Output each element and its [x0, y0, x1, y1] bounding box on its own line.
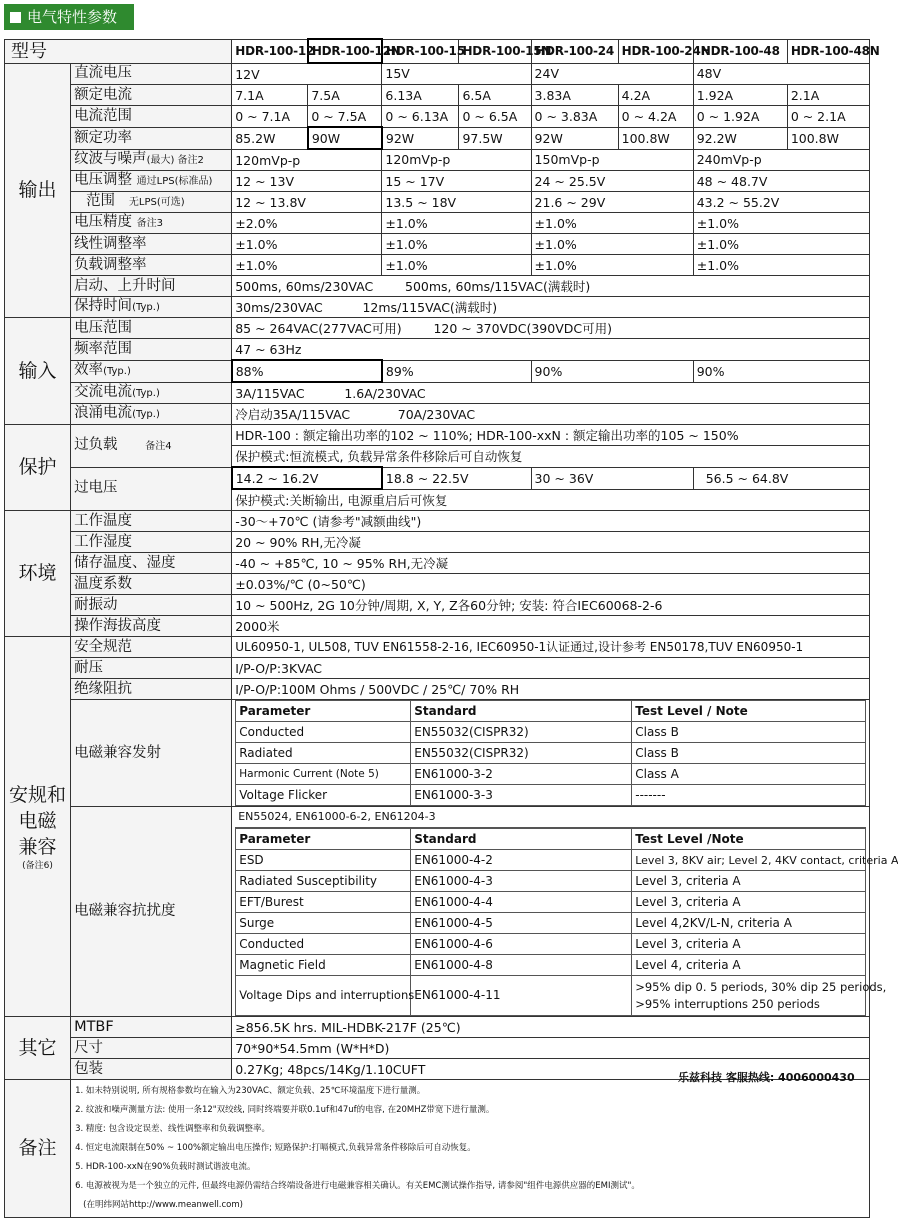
value-cell: -40 ~ +85℃, 10 ~ 95% RH,无冷凝 [232, 553, 870, 574]
row-label: MTBF [71, 1017, 232, 1038]
value-cell: 0 ~ 3.83A [531, 106, 618, 128]
value-cell: I/P-O/P:3KVAC [232, 658, 870, 679]
value-cell: 冷启动35A/115VAC 70A/230VAC [232, 404, 870, 425]
row-label: 负载调整率 [71, 255, 232, 276]
ems-note: EN55024, EN61000-6-2, EN61204-3 [235, 807, 866, 828]
emi-cell: Class A [632, 764, 866, 785]
model-cell: HDR-100-15 [382, 39, 459, 63]
group-protection: 保护 [5, 425, 71, 511]
note-line: 6. 电源被视为是一个独立的元件, 但最终电源仍需结合终端设备进行电磁兼容相关确认。有关EMC测试操作指导, 请参阅"组件电源供应器的EMI测试"。 [75, 1181, 640, 1191]
value-cell: 18.8 ~ 22.5V [382, 467, 531, 489]
hotline-text: 乐兹科技 客服热线: 4006000430 [678, 1071, 855, 1084]
value-cell: 97.5W [459, 127, 531, 149]
value-cell: I/P-O/P:100M Ohms / 500VDC / 25℃/ 70% RH [232, 679, 870, 700]
value-cell: 24 ~ 25.5V [531, 171, 693, 192]
ems-cell: Voltage Dips and interruptions [236, 976, 411, 1016]
square-icon [10, 12, 21, 23]
row-label: 安全规范 [71, 637, 232, 658]
ems-cell: EN61000-4-6 [411, 934, 632, 955]
row-label: 电压调整 通过LPS(标准品) [71, 171, 232, 192]
emi-cell: Voltage Flicker [236, 785, 411, 806]
ems-cell: Radiated Susceptibility [236, 871, 411, 892]
value-cell: 1.92A [693, 85, 787, 106]
row-label: 电压精度 备注3 [71, 213, 232, 234]
value-cell: 4.2A [618, 85, 693, 106]
value-cell: 15V [382, 63, 531, 85]
value-cell: 保护模式:恒流模式, 负载异常条件移除后可自动恢复 [232, 446, 870, 468]
emi-header: Parameter [236, 701, 411, 722]
value-cell: 92W [531, 127, 618, 149]
spec-table [4, 38, 898, 1218]
value-cell: 0 ~ 7.1A [232, 106, 308, 128]
emi-cell: Radiated [236, 743, 411, 764]
row-label: 耐振动 [71, 595, 232, 616]
row-label: 启动、上升时间 [71, 276, 232, 297]
row-label: 过负载 备注4 [71, 425, 232, 468]
row-label: 工作湿度 [71, 532, 232, 553]
value-cell: HDR-100 : 额定输出功率的102 ~ 110%; HDR-100-xxN : 额定输出功率的105 ~ 150% [232, 425, 870, 446]
row-label: 操作海拔高度 [71, 616, 232, 637]
ems-header: Standard [411, 829, 632, 850]
value-cell: 89% [382, 360, 531, 382]
value-cell: ≥856.5K hrs. MIL-HDBK-217F (25℃) [232, 1017, 870, 1038]
ems-cell: EN61000-4-5 [411, 913, 632, 934]
row-label: 包装 [71, 1059, 232, 1080]
row-label: 效率(Typ.) [71, 360, 232, 382]
row-label: 尺寸 [71, 1038, 232, 1059]
section-header [4, 4, 134, 30]
value-cell: 48V [693, 63, 869, 85]
group-others: 其它 [5, 1017, 71, 1080]
note-line: 1. 如未特别说明, 所有规格参数均在输入为230VAC、额定负载、25℃环境温度下进行量测。 [75, 1086, 426, 1096]
value-cell: 56.5 ~ 64.8V [693, 467, 869, 489]
row-label: 额定电流 [71, 85, 232, 106]
value-cell: 3A/115VAC 1.6A/230VAC [232, 382, 870, 404]
row-label: 温度系数 [71, 574, 232, 595]
value-cell: 100.8W [618, 127, 693, 149]
value-cell: 500ms, 60ms/230VAC 500ms, 60ms/115VAC(满载时) [232, 276, 870, 297]
value-cell: ±2.0% [232, 213, 382, 234]
value-cell: 70*90*54.5mm (W*H*D) [232, 1038, 870, 1059]
model-cell: HDR-100-48N [787, 39, 869, 63]
row-label: 电流范围 [71, 106, 232, 128]
value-cell: 保护模式:关断输出, 电源重启后可恢复 [232, 489, 870, 511]
value-cell: 30ms/230VAC 12ms/115VAC(满载时) [232, 297, 870, 318]
value-cell: 10 ~ 500Hz, 2G 10分钟/周期, X, Y, Z各60分钟; 安装: 符合IEC60068-2-6 [232, 595, 870, 616]
emi-cell: EN61000-3-3 [411, 785, 632, 806]
note-line: 2. 纹波和噪声测量方法: 使用一条12"双绞线, 同时终端要并联0.1uf和47uf的电容, 在20MHZ带宽下进行量测。 [75, 1105, 495, 1115]
row-label: 过电压 [71, 467, 232, 511]
value-cell: 12 ~ 13V [232, 171, 382, 192]
value-cell: 12V [232, 63, 382, 85]
emi-cell: EN55032(CISPR32) [411, 722, 632, 743]
value-cell: 2000米 [232, 616, 870, 637]
value-cell: 3.83A [531, 85, 618, 106]
ems-cell: >95% dip 0. 5 periods, 30% dip 25 periods, >95% interruptions 250 periods [632, 976, 866, 1016]
row-label: 交流电流(Typ.) [71, 382, 232, 404]
ems-cell: EN61000-4-4 [411, 892, 632, 913]
value-cell: 48 ~ 48.7V [693, 171, 869, 192]
value-cell: ±1.0% [531, 234, 693, 255]
value-cell: ±1.0% [232, 234, 382, 255]
emi-cell: Class B [632, 722, 866, 743]
model-cell: HDR-100-24N [618, 39, 693, 63]
value-cell: 100.8W [787, 127, 869, 149]
value-cell: ±1.0% [693, 213, 869, 234]
value-cell: 7.5A [308, 85, 382, 106]
model-cell: HDR-100-12N [308, 39, 382, 63]
ems-cell: EFT/Burest [236, 892, 411, 913]
value-cell: 0 ~ 7.5A [308, 106, 382, 128]
value-cell: ±1.0% [232, 255, 382, 276]
model-cell: HDR-100-12 [232, 39, 308, 63]
row-label: 频率范围 [71, 339, 232, 361]
value-cell: 47 ~ 63Hz [232, 339, 870, 361]
emi-cell: Conducted [236, 722, 411, 743]
note-line: 5. HDR-100-xxN在90%负载时测试谐波电流。 [75, 1162, 256, 1172]
group-environment: 环境 [5, 511, 71, 637]
notes-cell [71, 1080, 870, 1218]
note-line: 4. 恒定电流限制在50% ~ 100%额定输出电压操作; 短路保护:打嗝模式,负载异常条件移除后可自动恢复。 [75, 1143, 476, 1153]
model-cell: HDR-100-24 [531, 39, 618, 63]
ems-cell: Level 3, 8KV air; Level 2, 4KV contact, criteria A [632, 850, 866, 871]
value-cell: 92.2W [693, 127, 787, 149]
ems-header: Test Level /Note [632, 829, 866, 850]
emi-cell: ------- [632, 785, 866, 806]
value-cell: ±1.0% [382, 255, 531, 276]
emi-header: Standard [411, 701, 632, 722]
ems-cell: Level 4,2KV/L-N, criteria A [632, 913, 866, 934]
emi-table-cell [232, 700, 870, 807]
value-cell: 0 ~ 2.1A [787, 106, 869, 128]
group-input: 输入 [5, 318, 71, 425]
row-label: 绝缘阻抗 [71, 679, 232, 700]
ems-cell: Level 3, criteria A [632, 934, 866, 955]
ems-table-cell [232, 807, 898, 1017]
row-label: 电磁兼容抗扰度 [71, 807, 232, 1017]
value-cell: ±1.0% [382, 234, 531, 255]
note-line: (在明纬网站http://www.meanwell.com) [75, 1200, 243, 1210]
value-cell: 90% [531, 360, 693, 382]
value-cell: 120mVp-p [382, 149, 531, 171]
row-label: 电磁兼容发射 [71, 700, 232, 807]
row-label: 额定功率 [71, 127, 232, 149]
emi-cell: EN55032(CISPR32) [411, 743, 632, 764]
row-label: 线性调整率 [71, 234, 232, 255]
group-notes: 备注 [5, 1080, 71, 1218]
emi-table [235, 700, 866, 806]
row-label: 耐压 [71, 658, 232, 679]
value-cell: 6.5A [459, 85, 531, 106]
row-label: 纹波与噪声(最大) 备注2 [71, 149, 232, 171]
row-label: 保持时间(Typ.) [71, 297, 232, 318]
value-cell: 0 ~ 4.2A [618, 106, 693, 128]
value-cell: 12 ~ 13.8V [232, 192, 382, 213]
value-cell: ±1.0% [531, 255, 693, 276]
ems-cell: Level 4, criteria A [632, 955, 866, 976]
value-cell: 6.13A [382, 85, 459, 106]
emi-header: Test Level / Note [632, 701, 866, 722]
row-label: 直流电压 [71, 63, 232, 85]
row-label: 工作温度 [71, 511, 232, 532]
value-cell: 92W [382, 127, 459, 149]
row-label: 电压范围 [71, 318, 232, 339]
ems-table [235, 828, 898, 1016]
value-cell: ±1.0% [531, 213, 693, 234]
ems-header: Parameter [236, 829, 411, 850]
value-cell: ±0.03%/℃ (0~50℃) [232, 574, 870, 595]
value-cell: 90W [308, 127, 382, 149]
section-title: 电气特性参数 [27, 8, 118, 26]
value-cell: 150mVp-p [531, 149, 693, 171]
row-label: 范围 无LPS(可选) [71, 192, 232, 213]
ems-cell: Surge [236, 913, 411, 934]
ems-cell: Level 3, criteria A [632, 871, 866, 892]
ems-cell: EN61000-4-8 [411, 955, 632, 976]
value-cell: 20 ~ 90% RH,无冷凝 [232, 532, 870, 553]
value-cell: 85 ~ 264VAC(277VAC可用) 120 ~ 370VDC(390VDC可用) [232, 318, 870, 339]
value-cell: ±1.0% [382, 213, 531, 234]
ems-cell: Magnetic Field [236, 955, 411, 976]
value-cell: -30～+70℃ (请参考"减额曲线") [232, 511, 870, 532]
value-cell: 15 ~ 17V [382, 171, 531, 192]
value-cell: UL60950-1, UL508, TUV EN61558-2-16, IEC60950-1认证通过,设计参考 EN50178,TUV EN60950-1 [232, 637, 870, 658]
ems-cell: EN61000-4-11 [411, 976, 632, 1016]
value-cell: 14.2 ~ 16.2V [232, 467, 382, 489]
value-cell: 240mVp-p [693, 149, 869, 171]
ems-cell: Level 3, criteria A [632, 892, 866, 913]
ems-cell: EN61000-4-3 [411, 871, 632, 892]
value-cell: 2.1A [787, 85, 869, 106]
note-line: 3. 精度: 包含设定误差、线性调整率和负载调整率。 [75, 1124, 270, 1134]
value-cell: 0 ~ 6.5A [459, 106, 531, 128]
ems-cell: ESD [236, 850, 411, 871]
emi-cell: Harmonic Current (Note 5) [236, 764, 411, 785]
value-cell: 21.6 ~ 29V [531, 192, 693, 213]
value-cell: 30 ~ 36V [531, 467, 693, 489]
value-cell: ±1.0% [693, 234, 869, 255]
row-label: 储存温度、湿度 [71, 553, 232, 574]
value-cell: 24V [531, 63, 693, 85]
group-output: 输出 [5, 63, 71, 318]
value-cell: 13.5 ~ 18V [382, 192, 531, 213]
model-label: 型号 [5, 39, 232, 63]
value-cell: ±1.0% [693, 255, 869, 276]
group-safety-emc: 安规和 电磁 兼容 (备注6) [5, 637, 71, 1017]
value-cell: 43.2 ~ 55.2V [693, 192, 869, 213]
value-cell: 85.2W [232, 127, 308, 149]
value-cell: 88% [232, 360, 382, 382]
value-cell: 0.27Kg; 48pcs/14Kg/1.10CUFT [232, 1059, 870, 1080]
value-cell: 7.1A [232, 85, 308, 106]
ems-cell: EN61000-4-2 [411, 850, 632, 871]
emi-cell: EN61000-3-2 [411, 764, 632, 785]
model-cell: HDR-100-15N [459, 39, 531, 63]
value-cell: 90% [693, 360, 869, 382]
ems-cell: Conducted [236, 934, 411, 955]
row-label: 浪涌电流(Typ.) [71, 404, 232, 425]
value-cell: 120mVp-p [232, 149, 382, 171]
value-cell: 0 ~ 1.92A [693, 106, 787, 128]
model-cell: HDR-100-48 [693, 39, 787, 63]
value-cell: 0 ~ 6.13A [382, 106, 459, 128]
emi-cell: Class B [632, 743, 866, 764]
